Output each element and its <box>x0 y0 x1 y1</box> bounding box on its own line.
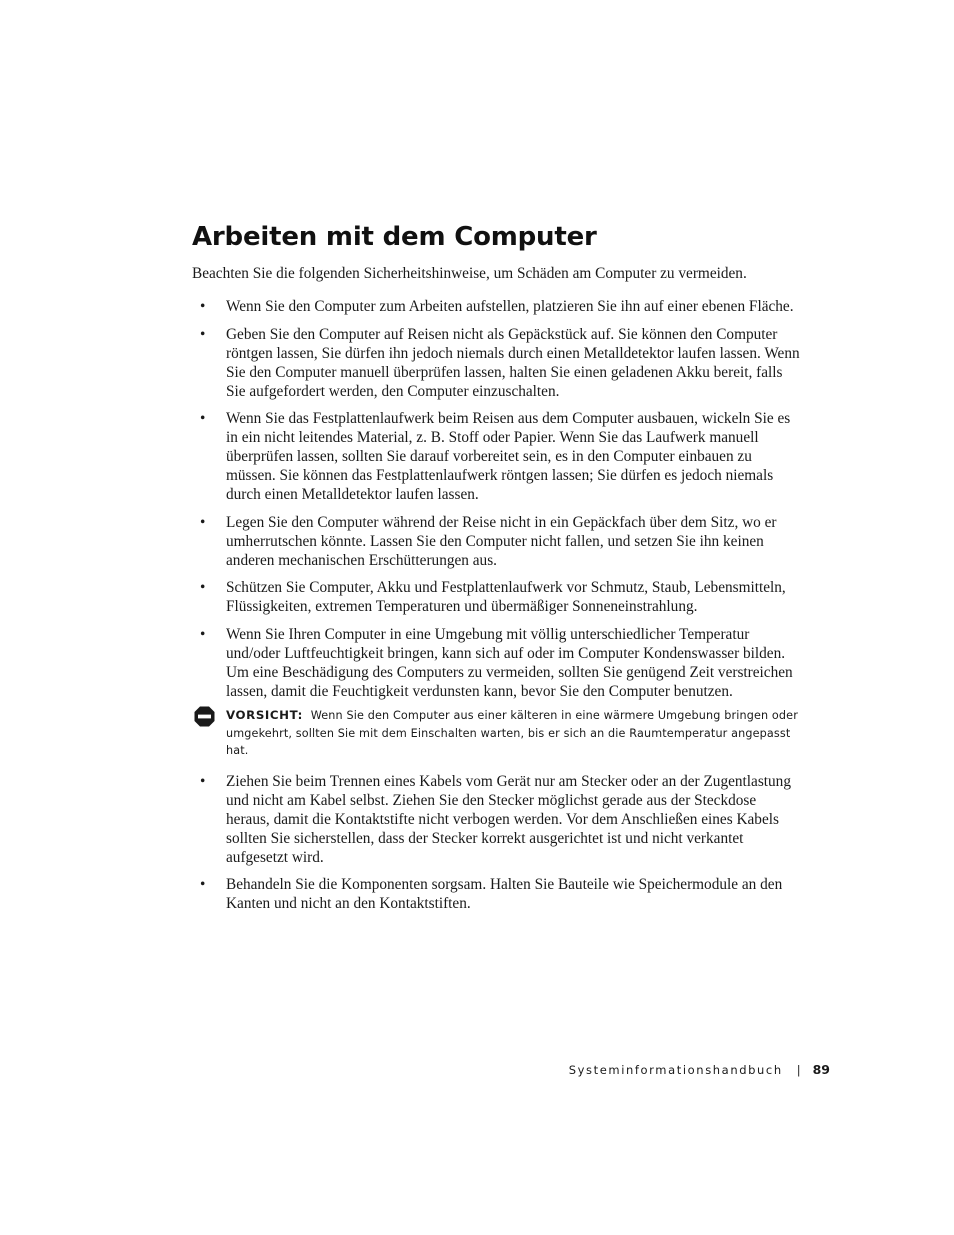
list-item-text: Wenn Sie Ihren Computer in eine Umgebung mit völlig unterschiedlicher Temperatur und/oder Luftfeuchtigkeit bringen, kann sich auf oder im Computer Kondenswasser bilden. Um eine Beschädigung des Computers zu vermeiden, sollten Sie genügend Zeit verstreichen lassen, damit die Feuchtigkeit verdunsten kann, bevor Sie den Computer benutzen. <box>226 625 793 700</box>
safety-list <box>192 297 802 922</box>
list-item-text: Ziehen Sie beim Trennen eines Kabels vom Gerät nur am Stecker oder an der Zugentlastung und nicht am Kabel selbst. Ziehen Sie den Stecker möglichst gerade aus der Steckdose heraus, damit die Kontaktstifte nicht verbogen werden. Vor dem Anschließen eines Kabels sollten Sie sicherstellen, dass der Stecker korrekt ausgerichtet ist und nicht verkantet aufgesetzt wird. <box>226 772 791 866</box>
bullet: • <box>200 772 206 790</box>
bullet: • <box>200 876 206 893</box>
section-heading: Arbeiten mit dem Computer <box>192 222 597 252</box>
footer-title: Systeminformationshandbuch <box>568 1063 783 1077</box>
footer-separator: | <box>796 1063 801 1077</box>
bullet: • <box>200 579 206 596</box>
caution-icon <box>194 706 215 727</box>
list-item <box>192 625 802 701</box>
list-item-text: Behandeln Sie die Komponenten sorgsam. Halten Sie Bauteile wie Speichermodule an den Kanten und nicht an den Kontaktstiften. <box>226 876 783 912</box>
intro-paragraph: Beachten Sie die folgenden Sicherheitshinweise, um Schäden am Computer zu vermeiden. <box>192 265 747 282</box>
bullet: • <box>200 325 206 343</box>
list-item <box>192 325 802 401</box>
list-item <box>192 772 802 867</box>
bullet: • <box>200 625 206 643</box>
caution-text: Wenn Sie den Computer aus einer kälteren in eine wärmere Umgebung bringen oder umgekehrt, sollten Sie mit dem Einschalten warten, bis er sich an die Raumtemperatur angepasst hat. <box>226 709 798 757</box>
caution-label: VORSICHT: <box>226 708 303 722</box>
page-footer <box>569 1062 830 1077</box>
list-item <box>192 875 802 913</box>
list-item <box>192 578 802 616</box>
bullet: • <box>200 298 206 315</box>
bullet: • <box>200 410 206 427</box>
list-item-text: Wenn Sie das Festplattenlaufwerk beim Reisen aus dem Computer ausbauen, wickeln Sie es in ein nicht leitendes Material, z. B. Stoff oder Papier. Wenn Sie das Laufwerk manuell überprüfen lassen, sollten Sie darauf vorbereitet sein, es in den Computer einbauen zu müssen. Sie können das Festplattenlaufwerk röntgen lassen; Sie dürfen es jedoch niemals durch einen Metalldetektor laufen lassen. <box>226 410 791 503</box>
page-number: 89 <box>812 1062 830 1077</box>
caution-notice <box>192 707 802 760</box>
list-item-text: Geben Sie den Computer auf Reisen nicht als Gepäckstück auf. Sie können den Computer röntgen lassen, Sie dürfen ihn jedoch niemals durch einen Metalldetektor laufen lassen. Wenn Sie den Computer manuell überprüfen lassen, halten Sie einen geladenen Akku bereit, falls Sie aufgefordert werden, den Computer einzuschalten. <box>226 325 800 400</box>
list-item <box>192 409 802 504</box>
list-item-text: Schützen Sie Computer, Akku und Festplattenlaufwerk vor Schmutz, Staub, Lebensmitteln, Flüssigkeiten, extremen Temperaturen und übermäßiger Sonneneinstrahlung. <box>226 579 786 615</box>
list-item-text: Legen Sie den Computer während der Reise nicht in ein Gepäckfach über dem Sitz, wo er umherrutschen könnte. Lassen Sie den Computer nicht fallen, und setzen Sie ihn keinen anderen mechanischen Erschütterungen aus. <box>226 513 777 569</box>
list-item <box>192 297 802 316</box>
bullet: • <box>200 513 206 531</box>
list-item <box>192 513 802 570</box>
list-item-text: Wenn Sie den Computer zum Arbeiten aufstellen, platzieren Sie ihn auf einer ebenen Fläche. <box>226 298 794 315</box>
